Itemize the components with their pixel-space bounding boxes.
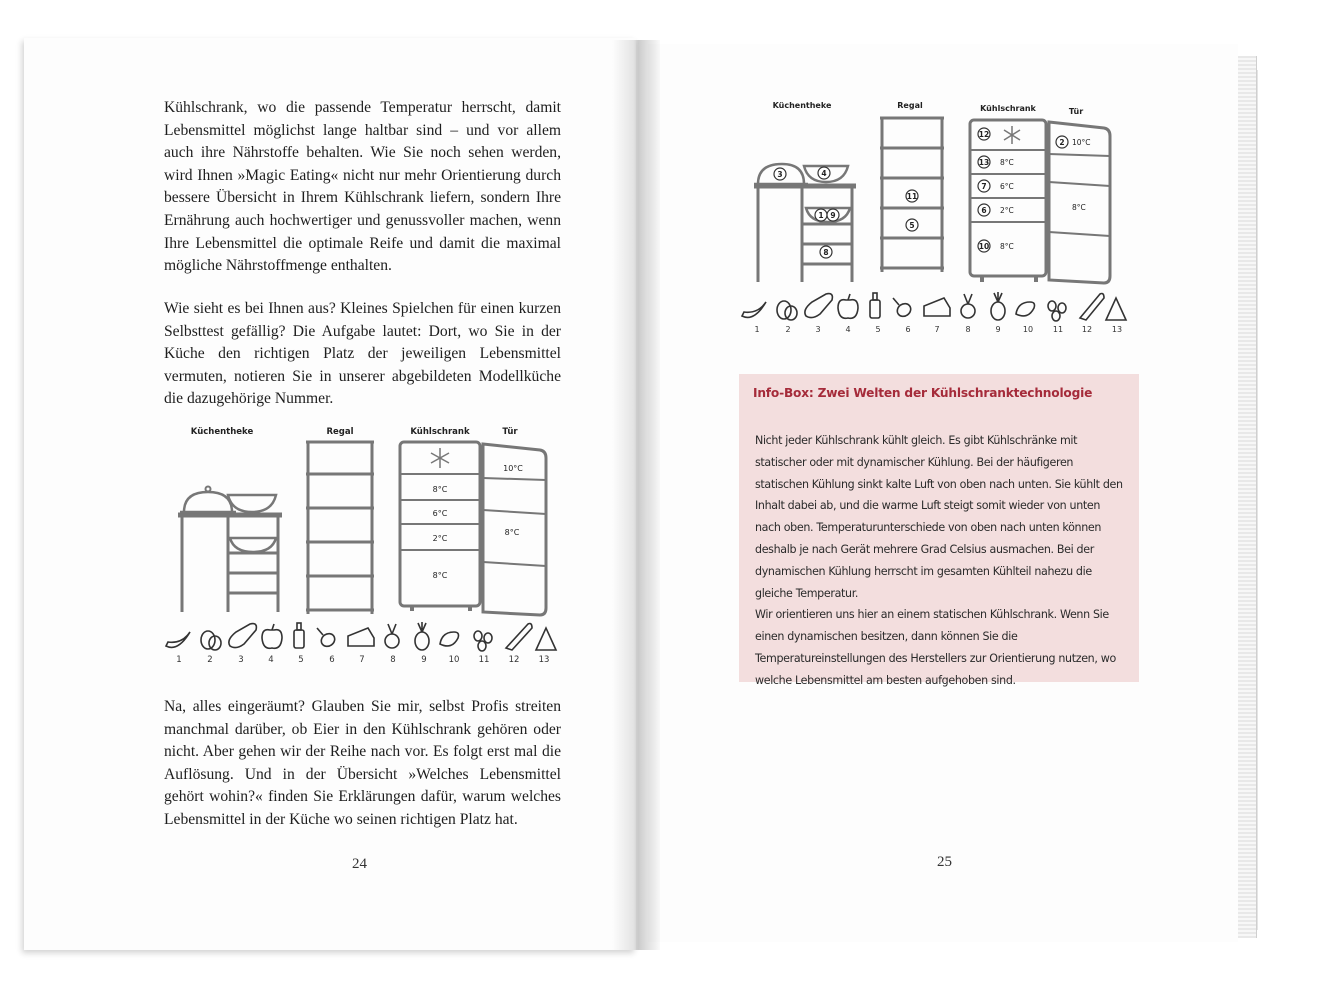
page-number-left: 24	[352, 856, 367, 872]
pineapple-icon	[991, 292, 1005, 320]
answer-number: 8	[823, 248, 829, 257]
food-number: 11	[1052, 325, 1064, 334]
food-number: 3	[238, 655, 244, 665]
food-number: 1	[754, 325, 760, 334]
food-number: 12	[1081, 325, 1093, 334]
food-number: 4	[268, 655, 274, 665]
coffee-beans-icon	[474, 631, 492, 651]
answer-number: 9	[830, 211, 836, 220]
food-number: 10	[448, 655, 460, 665]
left-paragraph-3	[164, 696, 561, 832]
info-box	[739, 374, 1139, 687]
eggplant-icon	[1016, 302, 1035, 316]
answer-number: 11	[906, 192, 918, 201]
temp-shelf-1: 8°C	[1000, 158, 1014, 167]
food-number: 2	[207, 655, 213, 665]
food-numbers-row	[754, 325, 1122, 334]
label-regal: Regal	[897, 101, 923, 110]
kitchen-diagram-right	[738, 96, 1130, 340]
banana-icon	[742, 302, 766, 317]
answer-number: 4	[821, 169, 827, 178]
temp-shelf-3: 2°C	[432, 534, 448, 543]
oil-bottle-icon	[294, 623, 304, 648]
beet-icon	[961, 294, 975, 318]
answer-number: 6	[981, 206, 987, 215]
food-number: 13	[538, 655, 550, 665]
food-number: 3	[815, 325, 821, 334]
info-box-title: Info-Box: Zwei Welten der Kühlschranktechnologie	[753, 386, 1093, 400]
answer-number: 13	[978, 158, 990, 167]
chicken-leg-icon	[317, 628, 337, 649]
cheese-icon	[924, 298, 950, 316]
food-numbers-row	[176, 655, 549, 665]
apple-icon	[838, 294, 858, 318]
food-number: 9	[995, 325, 1001, 334]
food-number: 13	[1111, 325, 1123, 334]
banana-icon	[166, 632, 190, 647]
egg-icon	[201, 631, 221, 650]
pineapple-icon	[415, 622, 429, 650]
info-box-paragraph-1: Nicht jeder Kühlschrank kühlt gleich. Es gibt Kühlschränke mit statischer oder mit dynamischer Kühlung. Bei der häufigeren statischen Kühlung sinkt kalte Luft von oben nach unten. Sie kühlt den Inhalt dabei ab, und die warme Luft steigt somit wieder von unten nach oben. Temperaturunterschiede von oben nach unten können deshalb je nach Gerät mehrere Grad Celsius ausmachen. Bei der dynamischen Kühlung herrscht im gesamten Kühlteil nahezu die gleiche Temperatur.	[755, 434, 1123, 600]
paragraph-text: Na, alles eingeräumt? Glauben Sie mir, selbst Profis streiten manchmal darüber, ob Eier in den Kühlschrank gehören oder nicht. Aber gehen wir der Reihe nach vor. Es folgt erst mal die Auflösung. Und in der Übersicht »Welches Lebensmittel gehört wohin?« finden Sie Erklärungen dafür, warum welches Lebensmittel in der Küche wo seinen richtigen Platz hat.	[164, 698, 561, 828]
food-number: 2	[785, 325, 791, 334]
label-kuehlschrank: Kühlschrank	[980, 104, 1036, 113]
book-spine-shadow	[612, 40, 660, 950]
paragraph-text: Wie sieht es bei Ihnen aus? Kleines Spielchen für einen kurzen Selbsttest gefällig? Die Aufgabe lautet: Dort, wo Sie in der Küche den richtigen Platz der jeweiligen Lebensmittel vermuten, notieren Sie in unserer abgebildeten Modellküche die dazugehörige Nummer.	[164, 300, 561, 408]
food-icons-row	[742, 292, 1126, 321]
chicken-leg-icon	[893, 298, 913, 319]
answer-number: 2	[1059, 138, 1065, 147]
pizza-icon	[536, 628, 556, 650]
eggplant-icon	[440, 632, 459, 646]
temp-shelf-1: 8°C	[432, 485, 448, 494]
food-number: 9	[421, 655, 427, 665]
food-number: 1	[176, 655, 182, 665]
food-number: 8	[390, 655, 396, 665]
oil-bottle-icon	[870, 293, 880, 318]
apple-icon	[262, 624, 282, 648]
bread-icon	[229, 624, 257, 648]
beet-icon	[385, 624, 399, 648]
temp-door-mid: 8°C	[504, 528, 520, 537]
answer-number: 5	[909, 221, 915, 230]
paragraph-text: Kühlschrank, wo die passende Temperatur herrscht, damit Lebensmittel möglichst lange haltbar sind – und vor allem auch ihre Nährstoffe behalten. Wie Sie noch sehen werden, wird Ihnen »Magic Eating« nicht nur mehr Orientierung durch bessere Übersicht in Ihrem Kühlschrank liefern, sondern Ihre Ernährung auch hochwertiger und genussvoller machen, wenn Ihre Lebensmittel die optimale Reife und damit die maximal mögliche Nährstoffmenge enthalten.	[164, 99, 561, 275]
food-number: 7	[359, 655, 365, 665]
temp-shelf-2: 6°C	[1000, 182, 1014, 191]
kitchen-diagram-left	[160, 418, 570, 668]
food-icons-row	[166, 622, 556, 651]
food-number: 12	[508, 655, 520, 665]
food-number: 10	[1022, 325, 1034, 334]
food-number: 8	[965, 325, 971, 334]
temp-door-top: 10°C	[1072, 138, 1091, 147]
temp-shelf-4: 8°C	[1000, 242, 1014, 251]
temp-shelf-3: 2°C	[1000, 206, 1014, 215]
temp-door-mid: 8°C	[1072, 203, 1086, 212]
food-number: 7	[934, 325, 940, 334]
label-regal: Regal	[326, 427, 354, 437]
food-number: 6	[905, 325, 911, 334]
label-kuechentheke: Küchentheke	[772, 101, 832, 110]
egg-icon	[777, 301, 797, 320]
page-number-right: 25	[937, 854, 952, 870]
left-paragraph-1	[164, 97, 561, 278]
label-kuechentheke: Küchentheke	[190, 427, 254, 437]
answer-number: 1	[818, 211, 824, 220]
label-kuehlschrank: Kühlschrank	[410, 427, 470, 437]
page-block-edge	[1236, 56, 1257, 938]
answer-number: 12	[978, 130, 990, 139]
food-number: 5	[298, 655, 304, 665]
info-box-body	[755, 430, 1125, 692]
coffee-beans-icon	[1048, 301, 1066, 321]
food-number: 11	[478, 655, 490, 665]
bread-icon	[805, 294, 833, 318]
label-tuer: Tür	[502, 427, 518, 437]
food-number: 4	[845, 325, 851, 334]
food-number: 6	[329, 655, 335, 665]
ice-cream-icon	[1080, 294, 1104, 321]
temp-shelf-4: 8°C	[432, 571, 448, 580]
temp-door-top: 10°C	[503, 464, 523, 473]
label-tuer: Tür	[1068, 107, 1084, 116]
ice-cream-icon	[506, 624, 532, 651]
temp-shelf-2: 6°C	[432, 509, 448, 518]
food-number: 5	[875, 325, 881, 334]
pizza-icon	[1106, 298, 1126, 320]
answer-number: 3	[777, 170, 783, 179]
info-box-paragraph-2: Wir orientieren uns hier an einem statischen Kühlschrank. Wenn Sie einen dynamischen besitzen, dann können Sie die Temperatureinstellungen des Herstellers zur Orientierung nutzen, wo welche Lebensmittel am besten aufgehoben sind.	[755, 608, 1116, 687]
left-paragraph-2	[164, 298, 561, 411]
cheese-icon	[348, 628, 374, 646]
answer-number: 10	[978, 242, 990, 251]
answer-number: 7	[981, 182, 987, 191]
